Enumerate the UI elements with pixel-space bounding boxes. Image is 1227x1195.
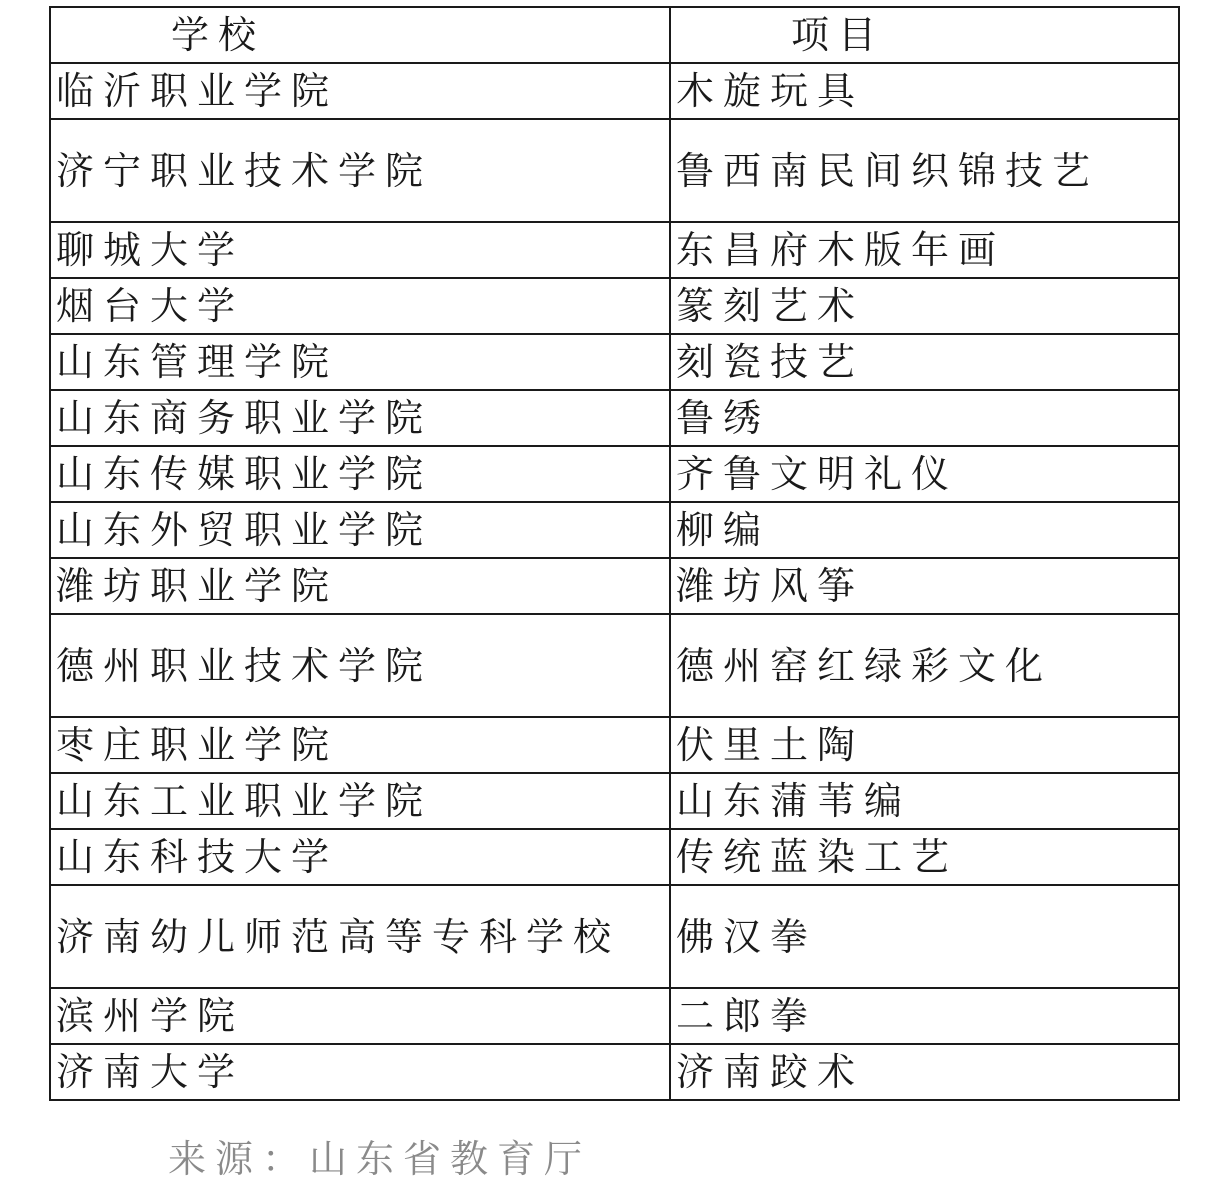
school-cell: 山东传媒职业学院: [50, 446, 670, 502]
project-cell: 鲁西南民间织锦技艺: [670, 119, 1179, 222]
table-row: [50, 1044, 1179, 1100]
project-cell: 佛汉拳: [670, 885, 1179, 988]
project-cell: 鲁绣: [670, 390, 1179, 446]
table-row: [50, 558, 1179, 614]
table-row: [50, 885, 1179, 988]
school-cell: 德州职业技术学院: [50, 614, 670, 717]
project-cell: 济南跤术: [670, 1044, 1179, 1100]
table-row: [50, 502, 1179, 558]
school-cell: 聊城大学: [50, 222, 670, 278]
table-row: [50, 717, 1179, 773]
school-cell: 济南大学: [50, 1044, 670, 1100]
table-row: [50, 63, 1179, 119]
header-school: 学校: [50, 7, 670, 63]
school-cell: 山东管理学院: [50, 334, 670, 390]
table-row: [50, 829, 1179, 885]
project-cell: 刻瓷技艺: [670, 334, 1179, 390]
school-cell: 济宁职业技术学院: [50, 119, 670, 222]
school-cell: 枣庄职业学院: [50, 717, 670, 773]
table-row: [50, 988, 1179, 1044]
project-cell: 传统蓝染工艺: [670, 829, 1179, 885]
school-project-table: [49, 6, 1180, 1101]
project-cell: 伏里土陶: [670, 717, 1179, 773]
project-cell: 二郎拳: [670, 988, 1179, 1044]
school-cell: 山东科技大学: [50, 829, 670, 885]
table-row: [50, 773, 1179, 829]
project-cell: 柳编: [670, 502, 1179, 558]
school-cell: 烟台大学: [50, 278, 670, 334]
table-header-row: [50, 7, 1179, 63]
project-cell: 木旋玩具: [670, 63, 1179, 119]
table-row: [50, 614, 1179, 717]
header-project: 项目: [670, 7, 1179, 63]
table-row: [50, 222, 1179, 278]
table-row: [50, 446, 1179, 502]
school-cell: 山东外贸职业学院: [50, 502, 670, 558]
school-cell: 山东商务职业学院: [50, 390, 670, 446]
table-row: [50, 390, 1179, 446]
project-cell: 齐鲁文明礼仪: [670, 446, 1179, 502]
table-row: [50, 334, 1179, 390]
source-note: 来源：山东省教育厅: [168, 1137, 592, 1181]
project-cell: 德州窑红绿彩文化: [670, 614, 1179, 717]
school-cell: 临沂职业学院: [50, 63, 670, 119]
school-cell: 山东工业职业学院: [50, 773, 670, 829]
table-row: [50, 119, 1179, 222]
school-cell: 滨州学院: [50, 988, 670, 1044]
project-cell: 山东蒲苇编: [670, 773, 1179, 829]
project-cell: 东昌府木版年画: [670, 222, 1179, 278]
project-cell: 潍坊风筝: [670, 558, 1179, 614]
table-row: [50, 278, 1179, 334]
school-cell: 潍坊职业学院: [50, 558, 670, 614]
project-cell: 篆刻艺术: [670, 278, 1179, 334]
school-cell: 济南幼儿师范高等专科学校: [50, 885, 670, 988]
